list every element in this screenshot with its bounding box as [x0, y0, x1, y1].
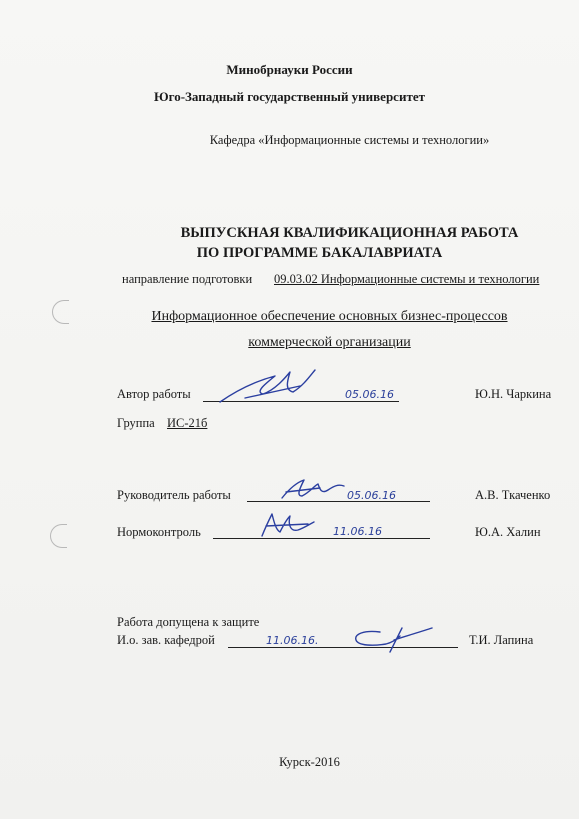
university-heading: Юго-Западный государственный университет: [154, 89, 425, 104]
topic-line1: Информационное обеспечение основных бизнес-процессов: [151, 309, 508, 324]
author-signature: [215, 368, 325, 408]
normcontrol-date: 11.06.16: [333, 525, 382, 538]
supervisor-date: 05.06.16: [347, 489, 396, 502]
work-title-line1: ВЫПУСКНАЯ КВАЛИФИКАЦИОННАЯ РАБОТА: [180, 225, 519, 241]
admission-date: 11.06.16.: [266, 634, 319, 647]
admission-label: И.о. зав. кафедрой: [117, 633, 215, 647]
binder-hole: [50, 524, 67, 548]
author-name: Ю.Н. Чаркина: [475, 387, 552, 401]
normcontrol-label: Нормоконтроль: [117, 525, 201, 539]
supervisor-name: А.В. Ткаченко: [475, 488, 551, 502]
admission-signature: [350, 622, 436, 658]
admission-name: Т.И. Лапина: [469, 633, 534, 647]
topic-line2: коммерческой организации: [248, 335, 411, 350]
admission-text: Работа допущена к защите: [117, 615, 260, 629]
supervisor-label: Руководитель работы: [117, 488, 231, 502]
supervisor-signature: [280, 478, 350, 504]
normcontrol-name: Ю.А. Халин: [475, 525, 541, 539]
city-year: Курск-2016: [279, 755, 340, 769]
work-title-line2: ПО ПРОГРАММЕ БАКАЛАВРИАТА: [196, 245, 443, 261]
direction-label: направление подготовки: [122, 272, 253, 286]
ministry-heading: Минобрнауки России: [226, 62, 353, 77]
author-date: 05.06.16: [345, 388, 394, 401]
group-label: Группа: [117, 416, 155, 430]
author-label: Автор работы: [117, 387, 191, 401]
normcontrol-signature-line: [213, 538, 430, 539]
direction-value: 09.03.02 Информационные системы и технологии: [274, 272, 540, 286]
normcontrol-signature: [258, 510, 318, 542]
group-value: ИС-21б: [167, 416, 208, 430]
department-heading: Кафедра «Информационные системы и технологии»: [209, 133, 490, 147]
